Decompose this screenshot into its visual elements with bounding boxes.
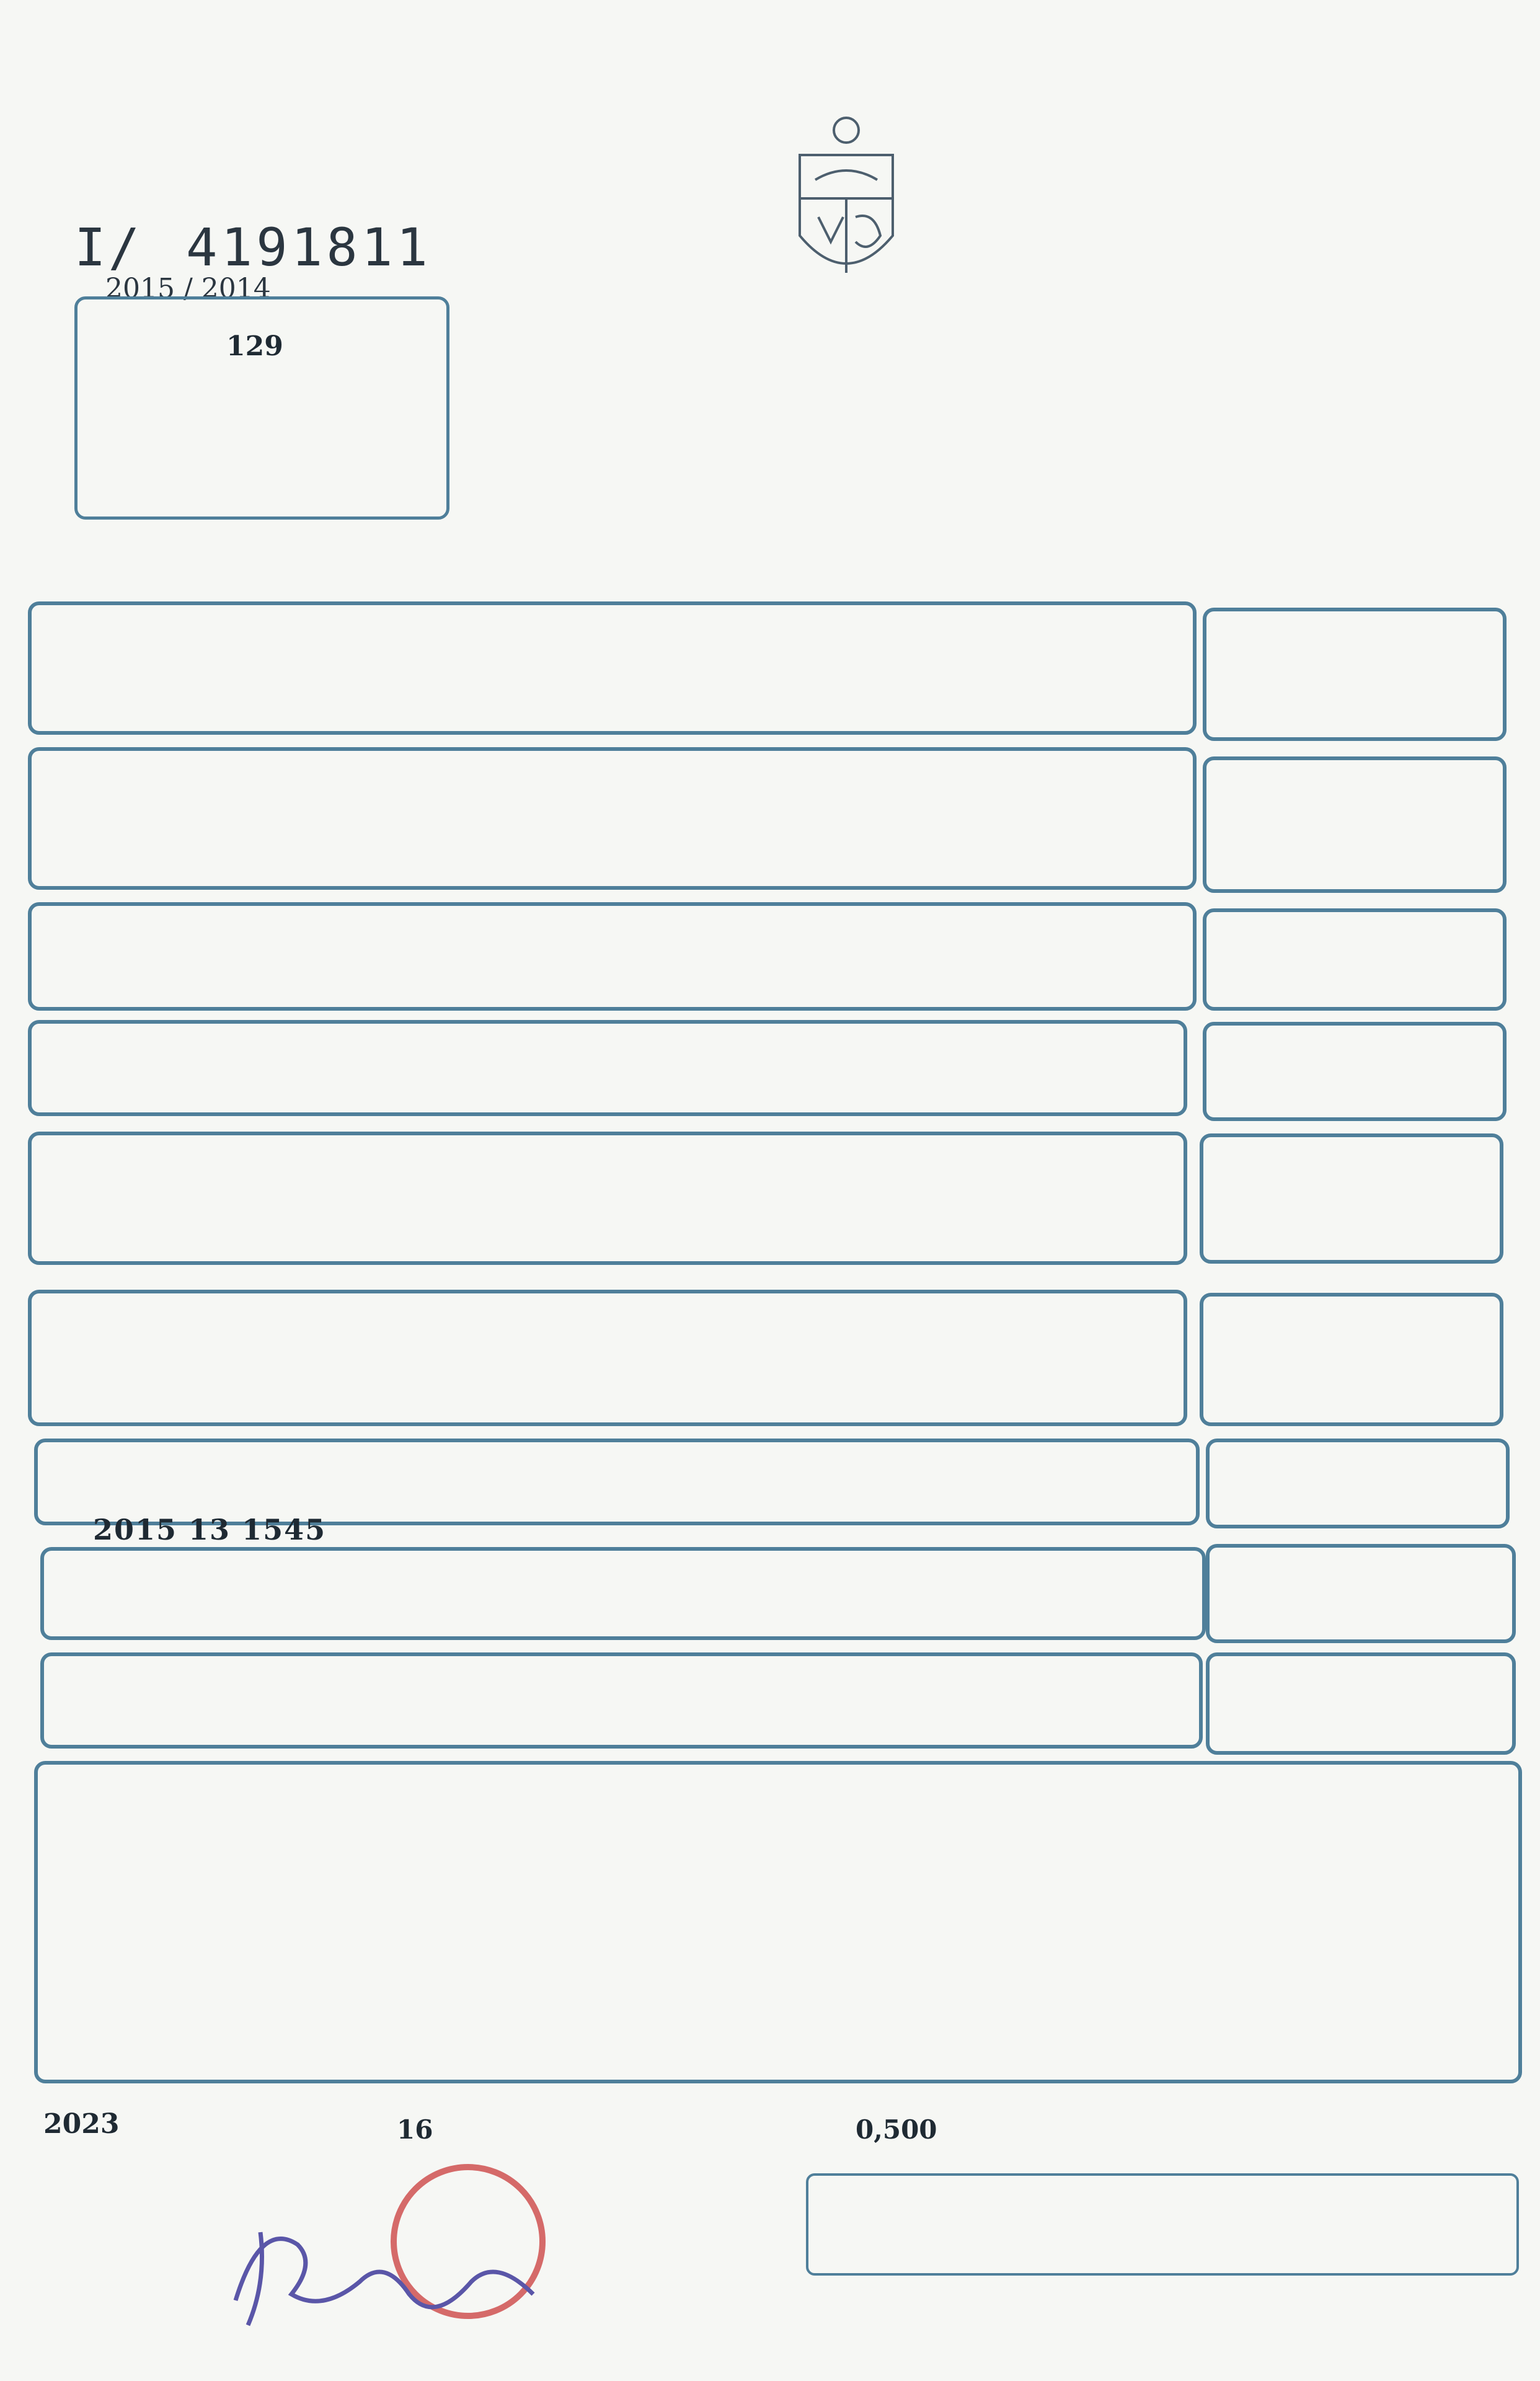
- registration-box: [74, 296, 449, 520]
- father-label-box: [1200, 1133, 1503, 1264]
- declarant-label-box: [1206, 1544, 1516, 1643]
- birth-place-value-box: [28, 902, 1197, 1011]
- officer-value-box: [40, 1652, 1203, 1749]
- serial-number: 4191811: [186, 217, 432, 278]
- registration-number: 129: [226, 330, 283, 362]
- birth-place-label-box: [1203, 908, 1507, 1011]
- remarks-box: [34, 1761, 1522, 2083]
- issue-day: 16: [397, 2114, 433, 2145]
- handwritten-signature: [223, 2207, 546, 2331]
- declarant-value: 2015 13 1545: [93, 1513, 327, 1546]
- birth-date-label-box: [1203, 756, 1507, 893]
- mother-value-box: [28, 1290, 1187, 1426]
- serial-prefix: I/: [74, 217, 143, 278]
- name-label-box: [1203, 608, 1507, 741]
- price-value: 0,500: [856, 2114, 937, 2145]
- birth-date-value-box: [28, 747, 1197, 890]
- year-value: 2023: [43, 2108, 120, 2140]
- tunisia-emblem-icon: [787, 112, 905, 291]
- officer-label-box: [1206, 1652, 1516, 1755]
- mother-label-box: [1200, 1293, 1503, 1426]
- father-value-box: [28, 1132, 1187, 1265]
- declaration-date-label-box: [1206, 1439, 1510, 1528]
- gender-label-box: [1203, 1022, 1507, 1121]
- gender-value-box: [28, 1020, 1187, 1116]
- name-value-box: [28, 601, 1197, 735]
- notice-box: [806, 2173, 1519, 2276]
- declarant-value-box: [40, 1547, 1206, 1640]
- declaration-date-value-box: [34, 1439, 1200, 1525]
- register-years: 2015 / 2014: [105, 273, 271, 304]
